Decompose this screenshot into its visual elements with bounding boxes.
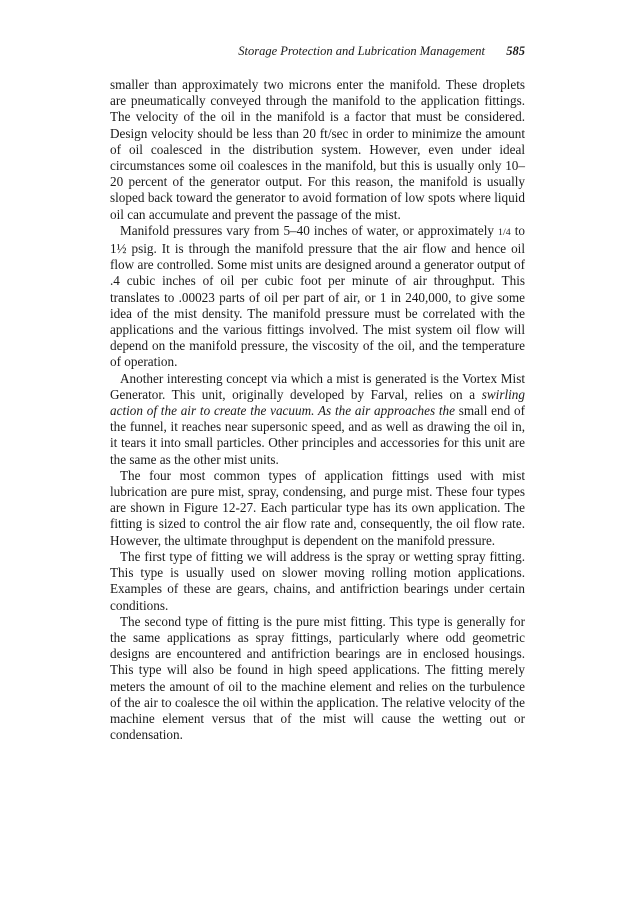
- page-number: 585: [506, 44, 525, 58]
- paragraph-2-part-a: Manifold pressures vary from 5–40 inches of water, or approximately: [120, 222, 499, 238]
- paragraph-1: smaller than approximately two microns enter the manifold. These droplets are pneumatically conveyed through the manifold to the application fittings. The velocity of the oil in the manifold is a factor that must be considered. Design velocity should be less than 20 ft/sec in order to minimize the amount of oil coalesced in the distribution system. However, even under ideal circumstances some oil coalesces in the manifold, but this is usually only 10–20 percent of the generator output. For this reason, the manifold is usually sloped back toward the generator to avoid formation of low spots where liquid oil can accumulate and prevent the passage of the mist.: [110, 77, 525, 222]
- paragraph-3-italic: swirling action of the air to create the vacuum. As the air approaches the: [110, 386, 525, 419]
- paragraph-2-part-c: psig. It is through the manifold pressure that the air flow and hence oil flow are controlled. Some mist units are designed around a generator output of .4 cubic inches of oil per cubic foot per minute of air throughput. This translates to .00023 parts of oil per part of air, or 1 in 240,000, to give some idea of the mist density. The manifold pressure must be correlated with the applications and the various fittings involved. The mist system oil flow will depend on the manifold pressure, the viscosity of the oil, and the temperature of operation.: [110, 241, 525, 370]
- paragraph-5: The first type of fitting we will address is the spray or wetting spray fitting. This type is usually used on slower moving rolling motion applications. Examples of these are gears, chains, and antifriction bearings under certain conditions.: [110, 548, 525, 613]
- running-title: Storage Protection and Lubrication Management: [238, 44, 485, 58]
- fraction-quarter: 1/4: [498, 226, 511, 238]
- paragraph-3: [110, 371, 525, 468]
- paragraph-3-part-a: Another interesting concept via which a mist is generated is the Vortex Mist Generator. This unit, originally developed by Farval, relies on a: [110, 370, 525, 402]
- paragraph-3-part-b: small end of the funnel, it reaches near supersonic speed, and as well as drawing the oil in, it tears it into small particles. Other principles and accessories for this unit are the same as the other mist units.: [110, 403, 525, 467]
- paragraph-6: The second type of fitting is the pure mist fitting. This type is generally for the same applications as spray fittings, particularly where odd geometric designs are encountered and antifriction bearings are in enclosed housings. This type will also be found in high speed applications. The fitting merely meters the amount of oil to the machine element and relies on the turbulence of the air to coalesce the oil within the application. The relative velocity of the machine element versus that of the mist will cause the wetting out or condensation.: [110, 613, 525, 743]
- paragraph-2-part-b: to: [510, 222, 525, 238]
- page-header: [110, 44, 525, 64]
- body-text: [110, 77, 525, 743]
- paragraph-4: The four most common types of application fittings used with mist lubrication are pure mist, spray, condensing, and purge mist. These four types are shown in Figure 12-27. Each particular type has its own application. The fitting is sized to control the air flow rate and, consequently, the oil flow rate. However, the ultimate throughput is dependent on the manifold pressure.: [110, 467, 525, 548]
- paragraph-2: [110, 223, 525, 371]
- fraction-one-and-half: 1½: [110, 241, 127, 257]
